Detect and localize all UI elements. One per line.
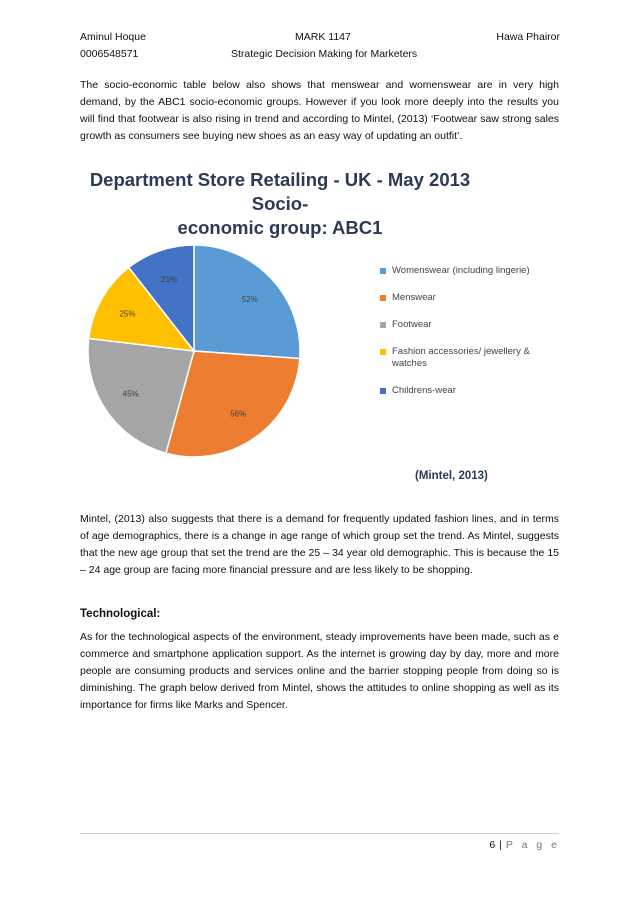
chart-title-line-2: economic group: ABC1 — [177, 217, 383, 238]
footer-separator: | — [499, 839, 502, 851]
pie-label-4: 21% — [161, 274, 178, 284]
page-footer — [489, 839, 560, 851]
legend-item-2 — [380, 319, 555, 331]
legend-swatch-4 — [380, 388, 386, 394]
legend-label-4: Childrens-wear — [392, 385, 456, 396]
page-number: 6 — [489, 839, 496, 851]
legend-item-4 — [380, 385, 555, 397]
tech-paragraph: As for the technological aspects of the environment, steady improvements have been made, such as e commerce and smartphone application support. As the internet is growing day by day, more and more people are consuming products and services online and the barrier stopping people from doing so is diminishing. The graph below derived from Mintel, shows the attitudes to online shopping as well as its importance for firms like Marks and Spencer. — [80, 631, 559, 711]
pie-label-1: 56% — [230, 409, 247, 419]
legend-label-0: Womenswear (including lingerie) — [392, 265, 530, 276]
legend-label-2: Footwear — [392, 319, 432, 330]
technological-heading: Technological: — [80, 608, 161, 620]
header-author: Aminul Hoque — [80, 31, 146, 43]
legend-label-1: Menswear — [392, 292, 436, 303]
legend-swatch-2 — [380, 322, 386, 328]
chart-title-line-1: Department Store Retailing - UK - May 2013 Socio- — [89, 169, 471, 214]
legend-swatch-0 — [380, 268, 386, 274]
legend-item-0 — [380, 265, 555, 277]
chart-legend — [380, 265, 555, 412]
header-student-id: 0006548571 — [80, 48, 139, 60]
legend-label-3: Fashion accessories/ jewellery & watches — [392, 346, 530, 369]
age-paragraph: Mintel, (2013) also suggests that there is a demand for frequently updated fashion lines, and in terms of age demographics, there is a change in age range of which group set the trend. As Mintel, suggests that the new age group that set the trend are the 25 – 34 year old demographic. This is because the 15 – 24 age group are facing more financial pressure and are less likely to be shopping. — [80, 513, 559, 576]
pie-label-2: 45% — [122, 389, 139, 399]
legend-swatch-1 — [380, 295, 386, 301]
header-course-name: Strategic Decision Making for Marketers — [231, 48, 418, 60]
pie-label-3: 25% — [119, 309, 136, 319]
intro-paragraph: The socio-economic table below also shows that menswear and womenswear are in very high demand, by the ABC1 socio-economic groups. However if you look more deeply into the results you will find that footwear is also rising in trend and according to Mintel, (2013) ‘Footwear saw strong sales growth as consumers see buying new shoes as an easy way of updating an outfit’. — [80, 79, 559, 142]
legend-swatch-3 — [380, 349, 386, 355]
header-course-code: MARK 1147 — [295, 31, 351, 43]
legend-item-1 — [380, 292, 555, 304]
chart-source: (Mintel, 2013) — [415, 470, 488, 482]
page-word: P a g e — [505, 839, 560, 851]
header-co-author: Hawa Phairor — [496, 31, 560, 43]
pie-label-0: 52% — [241, 294, 258, 304]
legend-item-3 — [380, 346, 555, 370]
footer-divider — [80, 833, 559, 834]
